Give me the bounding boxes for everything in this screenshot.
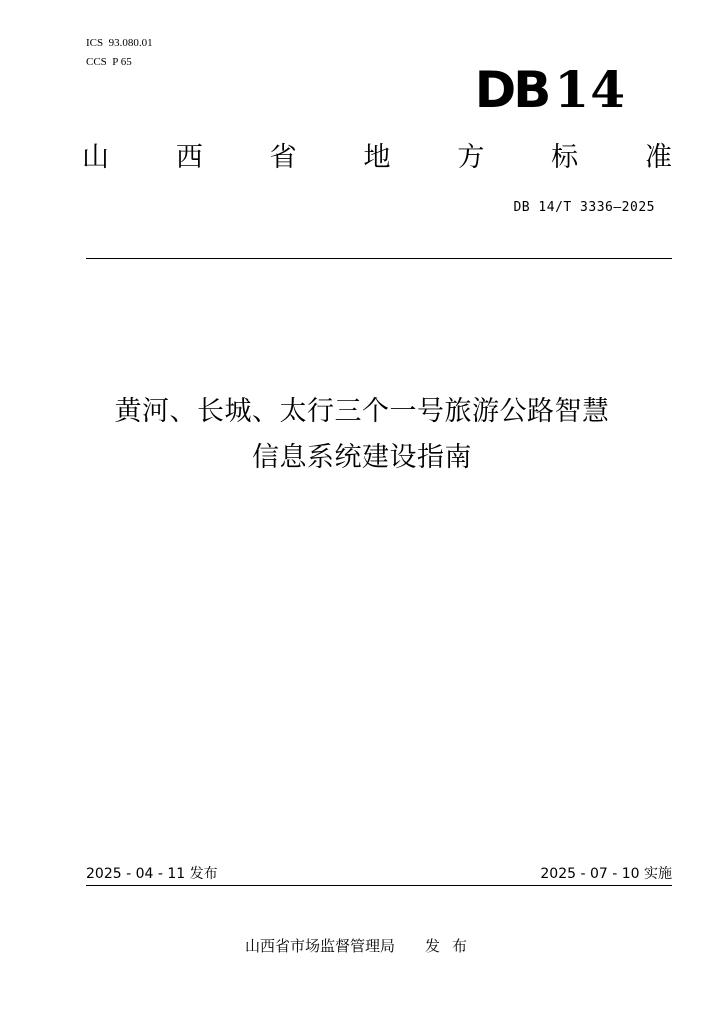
standard-type-char: 西	[175, 142, 203, 173]
standard-type-char: 省	[269, 142, 297, 173]
standard-type-char: 标	[551, 142, 579, 173]
publish-action: 发布	[425, 937, 480, 955]
document-title-line-1: 黄河、长城、太行三个一号旅游公路智慧	[114, 396, 610, 427]
logo-letters: DB	[474, 61, 549, 119]
issue-date: 2025 - 04 - 11 发布	[86, 866, 218, 882]
document-title-line-2: 信息系统建设指南	[252, 442, 472, 473]
standard-type-char: 方	[457, 142, 485, 173]
publisher-name: 山西省市场监督管理局	[244, 937, 395, 955]
standard-type-title	[82, 138, 672, 178]
logo-number: 14	[554, 60, 626, 119]
standard-type-char: 地	[363, 142, 391, 173]
db14-logo	[475, 60, 626, 120]
standard-type-char: 山	[82, 142, 109, 173]
ccs-code: CCS P 65	[86, 56, 132, 68]
ics-code: ICS 93.080.01	[86, 37, 153, 49]
top-divider	[86, 258, 672, 259]
standard-number: DB 14/T 3336—2025	[513, 200, 655, 215]
standard-type-char: 准	[644, 142, 672, 173]
publisher-line	[0, 935, 724, 957]
bottom-divider	[86, 885, 672, 886]
implementation-date: 2025 - 07 - 10 实施	[540, 866, 672, 882]
